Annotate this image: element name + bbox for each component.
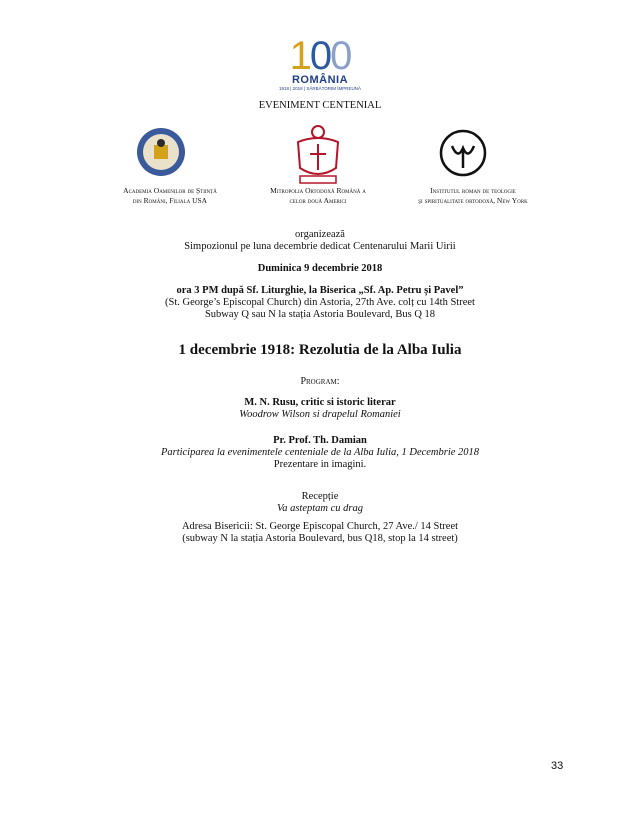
page-number: 33	[551, 760, 564, 772]
speaker-topic: Participarea la evenimentele centeniale de la Alba Iulia, 1 Decembrie 2018	[160, 447, 480, 458]
transit-line: Subway Q sau N la stația Astoria Boulevard, Bus Q 18	[204, 309, 436, 320]
speaker-name: Pr. Prof. Th. Damian	[273, 435, 367, 446]
institute-logo-icon	[438, 128, 488, 178]
time-place-line: ora 3 PM după Sf. Liturghie, la Biserica „Sf. Ap. Petru și Pavel”	[176, 285, 464, 296]
org-label-metropolis	[250, 186, 386, 206]
event-label: EVENIMENT CENTENIAL	[258, 100, 382, 111]
org-name-line1: Academia Oamenilor de Știință	[123, 186, 217, 195]
organizes-text: organizează	[295, 229, 345, 240]
centenary-logo	[0, 36, 640, 91]
org-name-line2: și spiritualitate ortodoxă, New York	[418, 196, 528, 205]
org-name-line2: celor două Americi	[289, 196, 347, 205]
logo-country: ROMÂNIA	[291, 74, 349, 86]
metropolis-emblem-icon	[290, 124, 346, 186]
main-title: 1 decembrie 1918: Rezolutia de la Alba Iulia	[178, 342, 462, 358]
academy-seal-icon	[136, 127, 186, 177]
org-name-line1: Mitropolia Ortodoxă Română a	[270, 186, 366, 195]
speaker-topic: Woodrow Wilson si drapelul Romaniei	[239, 409, 401, 420]
org-name-line2: din Români, Filiala USA	[132, 196, 208, 205]
reception-invite: Va asteptam cu drag	[276, 503, 364, 514]
symposium-text: Simpozionul pe luna decembrie dedicat Centenarului Marii Uirii	[184, 241, 456, 252]
program-label: Program:	[300, 376, 340, 387]
logo-digits: 100	[289, 34, 351, 78]
org-label-academy	[98, 186, 242, 206]
church-address-line1: Adresa Bisericii: St. George Episcopal Church, 27 Ave./ 14 Street	[181, 521, 459, 532]
date-line: Duminica 9 decembrie 2018	[257, 263, 383, 274]
reception-label: Recepție	[301, 491, 339, 502]
org-name-line1: Institutul roman de teologie	[430, 186, 516, 195]
address-line: (St. George’s Episcopal Church) din Astoria, 27th Ave. colț cu 14th Street	[165, 297, 475, 308]
speaker-note: Prezentare in imagini.	[273, 459, 367, 470]
church-address-line2: (subway N la stația Astoria Boulevard, bus Q18, stop la 14 street)	[182, 533, 458, 544]
speaker-name: M. N. Rusu, critic si istoric literar	[244, 397, 396, 408]
org-label-institute	[392, 186, 554, 206]
logo-years: 1918 | 2018 | SĂRBĂTORIM ÎMPREUNĂ	[278, 86, 362, 91]
